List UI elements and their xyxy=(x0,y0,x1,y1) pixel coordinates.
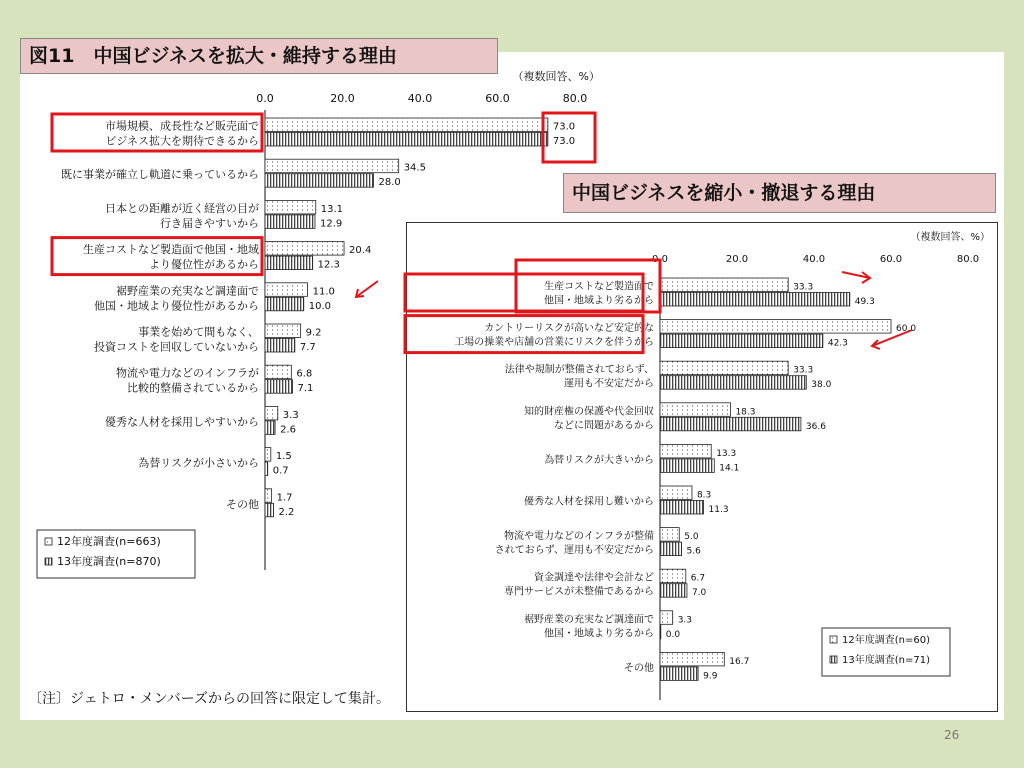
data-label: 5.0 xyxy=(684,532,699,543)
category-label: 比較的整備されているから xyxy=(127,381,259,395)
data-label: 1.5 xyxy=(275,451,292,463)
category-label: 為替リスクが小さいから xyxy=(138,456,259,470)
category-label: 運用も不安定だから xyxy=(564,378,654,390)
category-label: 資金調達や法律や会計など xyxy=(534,572,654,584)
data-label: 11.0 xyxy=(312,286,335,298)
data-label: 3.3 xyxy=(677,615,693,626)
category-label: 既に事業が確立し軌道に乗っているから xyxy=(61,168,259,182)
data-label: 49.3 xyxy=(854,297,875,307)
data-label: 12.3 xyxy=(317,259,340,271)
data-label: 6.7 xyxy=(690,573,706,584)
data-label: 13.3 xyxy=(716,448,737,459)
category-label: 専門サービスが未整備であるから xyxy=(504,586,654,598)
data-label: 20.4 xyxy=(349,245,372,257)
data-label: 42.3 xyxy=(827,338,848,349)
legend-label: 12年度調査(n=663) xyxy=(57,535,161,548)
category-label: 知的財産権の保護や代金回収 xyxy=(524,406,654,418)
category-label: 他国・地域より劣るから xyxy=(544,628,654,640)
bar-series1 xyxy=(660,320,891,334)
legend-label: 12年度調査(n=60) xyxy=(842,635,930,646)
bar-series1 xyxy=(660,403,730,417)
category-label: 法律や規制が整備されておらず、 xyxy=(504,364,654,376)
bar-series2 xyxy=(660,625,661,639)
bar-series1 xyxy=(660,528,679,542)
bar-series2 xyxy=(660,667,698,681)
category-label: されておらず、運用も不安定だから xyxy=(494,545,654,557)
unit-label: （複数回答、%） xyxy=(910,232,990,243)
bar-series2 xyxy=(660,376,806,390)
category-label: その他 xyxy=(226,497,259,511)
unit-label: （複数回答、%） xyxy=(512,70,600,83)
x-tick-label: 20.0 xyxy=(725,254,749,265)
data-label: 38.0 xyxy=(811,380,832,391)
data-label: 8.3 xyxy=(696,490,712,501)
bar-series2 xyxy=(660,334,823,348)
category-label: 事業を始めて間もなく、 xyxy=(138,325,259,339)
data-label: 7.7 xyxy=(299,342,316,353)
x-tick-label: 20.0 xyxy=(330,92,355,105)
data-label: 60.0 xyxy=(896,324,917,335)
data-label: 9.2 xyxy=(305,327,322,339)
category-label: 生産コストなど製造面で他国・地域 xyxy=(83,243,259,257)
data-label: 36.6 xyxy=(805,421,826,432)
category-label: 優秀な人材を採用しやすいから xyxy=(105,415,259,429)
category-label: 裾野産業の充実など調達面で xyxy=(116,284,259,298)
data-label: 12.9 xyxy=(319,218,343,230)
category-label: 裾野産業の充実など調達面で xyxy=(524,614,654,626)
category-label: 物流や電力などのインフラが xyxy=(116,366,259,380)
category-label: ビジネス拡大を期待できるから xyxy=(105,134,259,148)
data-label: 33.3 xyxy=(793,282,814,293)
x-tick-label: 0.0 xyxy=(652,254,668,265)
category-label: 工場の操業や店舗の営業にリスクを伴うから xyxy=(454,337,654,349)
x-tick-label: 80.0 xyxy=(956,254,980,265)
category-label: 生産コストなど製造面で xyxy=(544,281,654,293)
legend-label: 13年度調査(n=71) xyxy=(842,655,930,666)
data-label: 13.1 xyxy=(320,203,344,215)
bar-series2 xyxy=(660,293,850,307)
category-label: 行き届きやすいから xyxy=(160,216,259,230)
category-label: 為替リスクが大きいから xyxy=(544,454,654,466)
data-label: 3.3 xyxy=(282,409,299,421)
data-label: 0.0 xyxy=(665,629,681,640)
data-label: 34.5 xyxy=(403,162,426,174)
data-label: 18.3 xyxy=(735,407,756,418)
sub-title: 中国ビジネスを縮小・撤退する理由 xyxy=(563,173,996,213)
main-title: 図11 中国ビジネスを拡大・維持する理由 xyxy=(20,38,498,74)
bar-series1 xyxy=(660,569,686,583)
data-label: 7.0 xyxy=(691,588,707,599)
data-label: 6.8 xyxy=(296,368,313,380)
category-label: 他国・地域より優位性があるから xyxy=(94,299,259,313)
category-label: などに問題があるから xyxy=(554,420,654,432)
data-label: 7.1 xyxy=(297,383,314,395)
x-tick-label: 60.0 xyxy=(485,92,510,105)
data-label: 33.3 xyxy=(793,365,814,376)
x-tick-label: 40.0 xyxy=(802,254,826,265)
category-label: 他国・地域より劣るから xyxy=(544,295,654,307)
data-label: 73.0 xyxy=(552,121,576,133)
data-label: 9.9 xyxy=(703,671,718,682)
x-tick-label: 60.0 xyxy=(879,254,903,265)
data-label: 73.0 xyxy=(552,136,576,147)
data-label: 10.0 xyxy=(308,300,332,312)
bar-series2 xyxy=(660,501,704,515)
page-number: 26 xyxy=(944,728,960,742)
category-label: 投資コストを回収していないから xyxy=(94,340,259,354)
bar-series1 xyxy=(660,486,692,500)
legend-label: 13年度調査(n=870) xyxy=(57,555,161,568)
category-label: その他 xyxy=(624,662,654,674)
bar-series1 xyxy=(660,611,673,625)
data-label: 5.6 xyxy=(686,546,701,557)
footnote: 〔注〕ジェトロ・メンバーズからの回答に限定して集計。 xyxy=(28,691,391,707)
data-label: 28.0 xyxy=(378,177,401,189)
legend-swatch xyxy=(830,636,837,643)
data-label: 11.3 xyxy=(708,505,729,515)
category-label: カントリーリスクが高いなど安定的な xyxy=(484,323,654,335)
bar-series2 xyxy=(660,417,801,431)
bar-series1 xyxy=(660,652,724,666)
data-label: 14.1 xyxy=(719,463,740,474)
bar-series1 xyxy=(660,278,788,292)
category-label: 物流や電力などのインフラが整備 xyxy=(504,531,654,543)
data-label: 1.7 xyxy=(276,492,293,504)
bar-series2 xyxy=(660,584,687,598)
category-label: 市場規模、成長性など販売面で xyxy=(105,119,259,133)
x-tick-label: 80.0 xyxy=(562,92,588,105)
x-tick-label: 0.0 xyxy=(256,92,274,105)
x-tick-label: 40.0 xyxy=(407,92,433,105)
data-label: 2.6 xyxy=(280,424,296,436)
bar-series2 xyxy=(660,459,714,473)
category-label: 日本との距離が近く経営の目が xyxy=(105,201,259,215)
bar-series1 xyxy=(660,361,788,375)
data-label: 16.7 xyxy=(729,656,750,667)
category-label: 優秀な人材を採用し難いから xyxy=(524,496,654,508)
legend-swatch xyxy=(830,656,837,663)
data-label: 2.2 xyxy=(278,506,295,518)
category-label: より優位性があるから xyxy=(149,258,259,272)
bar-series1 xyxy=(660,444,711,458)
bar-series2 xyxy=(660,542,682,556)
data-label: 0.7 xyxy=(272,465,289,477)
